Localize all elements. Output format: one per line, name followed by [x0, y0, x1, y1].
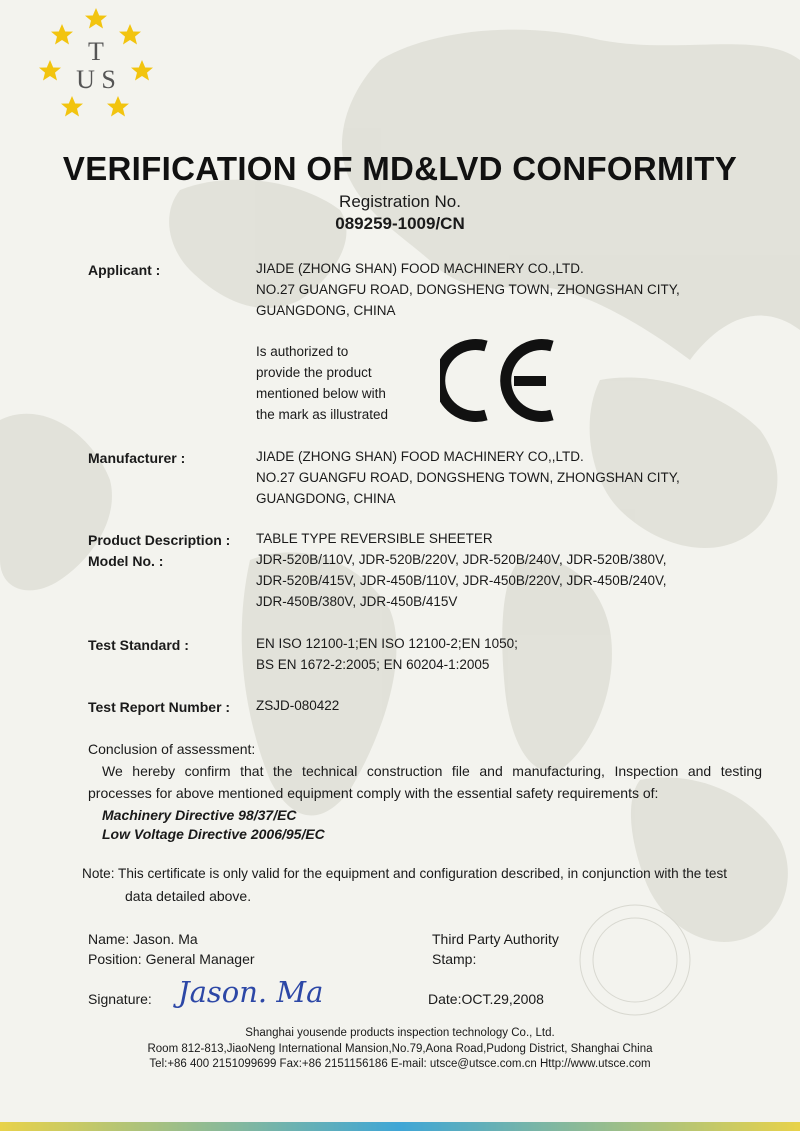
authorization-line: the mark as illustrated — [256, 407, 389, 422]
note-line-1: Note: This certificate is only valid for the equipment and configuration described, in conjunction with the test — [82, 866, 728, 881]
manufacturer-line: NO.27 GUANGFU ROAD, DONGSHENG TOWN, ZHONGSHAN CITY, — [256, 470, 680, 485]
model-numbers — [256, 549, 667, 612]
certificate-title: VERIFICATION OF MD&LVD CONFORMITY — [62, 150, 738, 187]
issue-date: Date:OCT.29,2008 — [428, 991, 544, 1007]
conclusion-line-1: We hereby confirm that the technical construction file and manufacturing, Inspection and testing — [102, 763, 762, 779]
signatory-name: Name: Jason. Ma — [88, 931, 198, 947]
manufacturer-label: Manufacturer : — [88, 450, 186, 466]
logo-letter-t: T — [88, 37, 104, 66]
conclusion-heading: Conclusion of assessment: — [88, 741, 256, 757]
third-party-authority: Third Party Authority — [432, 931, 559, 947]
test-standard-value — [256, 633, 518, 675]
footer-company: Shanghai yousende products inspection technology Co., Ltd. — [245, 1027, 555, 1039]
model-line: JDR-520B/110V, JDR-520B/220V, JDR-520B/240V, JDR-520B/380V, — [256, 552, 667, 567]
manufacturer-line: GUANGDONG, CHINA — [256, 491, 396, 506]
authorization-line: Is authorized to — [256, 344, 349, 359]
manufacturer-line: JIADE (ZHONG SHAN) FOOD MACHINERY CO,,LTD. — [256, 449, 584, 464]
note-line-2: data detailed above. — [125, 888, 252, 904]
authorization-line: provide the product — [256, 365, 372, 380]
handwritten-signature: Jason. Ma — [178, 975, 324, 1009]
model-number-label: Model No. : — [88, 553, 164, 569]
test-standard-line: BS EN 1672-2:2005; EN 60204-1:2005 — [256, 657, 490, 672]
manufacturer-value — [256, 446, 680, 509]
signatory-position: Position: General Manager — [88, 951, 255, 967]
ce-mark — [440, 338, 558, 423]
low-voltage-directive: Low Voltage Directive 2006/95/EC — [102, 826, 325, 842]
machinery-directive: Machinery Directive 98/37/EC — [102, 807, 297, 823]
authorization-line: mentioned below with — [256, 386, 386, 401]
footer-address: Room 812-813,JiaoNeng International Mansion,No.79,Aona Road,Pudong District, Shanghai China — [147, 1043, 653, 1055]
applicant-value — [256, 258, 680, 321]
test-standard-line: EN ISO 12100-1;EN ISO 12100-2;EN 1050; — [256, 636, 518, 651]
decorative-border-strip — [0, 1122, 800, 1131]
applicant-line: JIADE (ZHONG SHAN) FOOD MACHINERY CO.,LTD. — [256, 261, 584, 276]
applicant-line: GUANGDONG, CHINA — [256, 303, 396, 318]
tus-logo — [32, 5, 162, 130]
model-line: JDR-520B/415V, JDR-450B/110V, JDR-450B/220V, JDR-450B/240V, — [256, 573, 667, 588]
product-description: TABLE TYPE REVERSIBLE SHEETER — [256, 531, 493, 546]
test-report-label: Test Report Number : — [88, 699, 231, 715]
registration-label: Registration No. — [339, 192, 461, 211]
footer-contact: Tel:+86 400 2151099699 Fax:+86 2151156186 E-mail: utsce@utsce.com.cn Http://www.utsce.com — [149, 1058, 651, 1070]
test-report-number: ZSJD-080422 — [256, 698, 340, 713]
applicant-label: Applicant : — [88, 262, 161, 278]
stamp-label: Stamp: — [432, 951, 477, 967]
conclusion-line-2: processes for above mentioned equipment comply with the essential safety requirements of: — [88, 785, 659, 801]
signature-label: Signature: — [88, 991, 152, 1007]
product-description-label: Product Description : — [88, 532, 231, 548]
applicant-line: NO.27 GUANGFU ROAD, DONGSHENG TOWN, ZHONGSHAN CITY, — [256, 282, 680, 297]
registration-number: 089259-1009/CN — [335, 214, 465, 233]
authorization-text — [256, 341, 388, 425]
model-line: JDR-450B/380V, JDR-450B/415V — [256, 594, 458, 609]
test-standard-label: Test Standard : — [88, 637, 189, 653]
logo-letters-us: U S — [76, 65, 116, 94]
